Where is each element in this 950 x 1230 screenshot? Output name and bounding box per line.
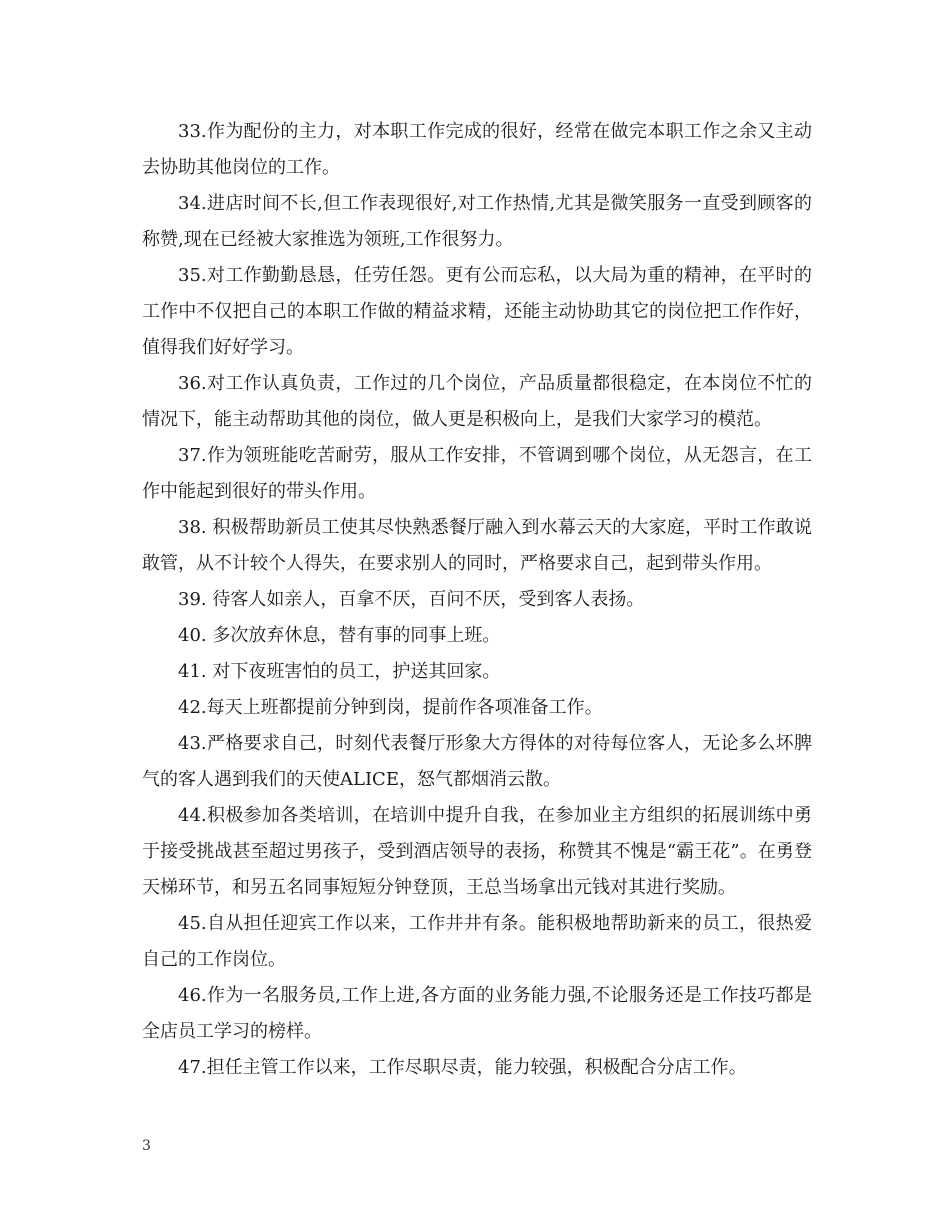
document-body (142, 114, 812, 1086)
paragraph-40: 40. 多次放弃休息，替有事的同事上班。 (178, 625, 501, 646)
paragraph-36: 36.对工作认真负责，工作过的几个岗位，产品质量都很稳定，在本岗位不忙的情况下，能主动帮助其他的岗位，做人更是积极向上，是我们大家学习的模范。 (142, 373, 812, 430)
paragraph-35: 35.对工作勤勤恳恳，任劳任怨。更有公而忘私，以大局为重的精神，在平时的工作中不仅把自己的本职工作做的精益求精，还能主动协助其它的岗位把工作作好，值得我们好好学习。 (142, 265, 812, 358)
paragraph-42: 42.每天上班都提前分钟到岗，提前作各项准备工作。 (178, 697, 603, 718)
paragraph-39: 39. 待客人如亲人，百拿不厌，百问不厌，受到客人表扬。 (178, 589, 645, 610)
paragraph-47: 47.担任主管工作以来，工作尽职尽责，能力较强，积极配合分店工作。 (178, 1057, 747, 1078)
paragraph-45: 45.自从担任迎宾工作以来，工作井井有条。能积极地帮助新来的员工，很热爱自己的工作岗位。 (142, 913, 812, 970)
paragraph-41: 41. 对下夜班害怕的员工，护送其回家。 (178, 661, 501, 682)
paragraph-43: 43.严格要求自己，时刻代表餐厅形象大方得体的对待每位客人，无论多么坏脾气的客人遇到我们的天使ALICE，怒气都烟消云散。 (142, 733, 812, 790)
paragraph-46: 46.作为一名服务员,工作上进,各方面的业务能力强,不论服务还是工作技巧都是全店员工学习的榜样。 (142, 985, 812, 1042)
page-number: 3 (142, 1138, 151, 1154)
paragraph-44: 44.积极参加各类培训，在培训中提升自我，在参加业主方组织的拓展训练中勇于接受挑战甚至超过男孩子，受到酒店领导的表扬，称赞其不愧是“霸王花”。在勇登天梯环节，和另五名同事短短分钟登顶，王总当场拿出元钱对其进行奖励。 (142, 805, 812, 898)
paragraph-37: 37.作为领班能吃苦耐劳，服从工作安排，不管调到哪个岗位，从无怨言，在工作中能起到很好的带头作用。 (142, 445, 812, 502)
paragraph-38: 38. 积极帮助新员工使其尽快熟悉餐厅融入到水幕云天的大家庭，平时工作敢说敢管，从不计较个人得失，在要求别人的同时，严格要求自己，起到带头作用。 (142, 517, 812, 574)
paragraph-33: 33.作为配份的主力，对本职工作完成的很好，经常在做完本职工作之余又主动去协助其他岗位的工作。 (142, 121, 812, 178)
paragraph-34: 34.进店时间不长,但工作表现很好,对工作热情,尤其是微笑服务一直受到顾客的称赞,现在已经被大家推选为领班,工作很努力。 (142, 193, 812, 250)
